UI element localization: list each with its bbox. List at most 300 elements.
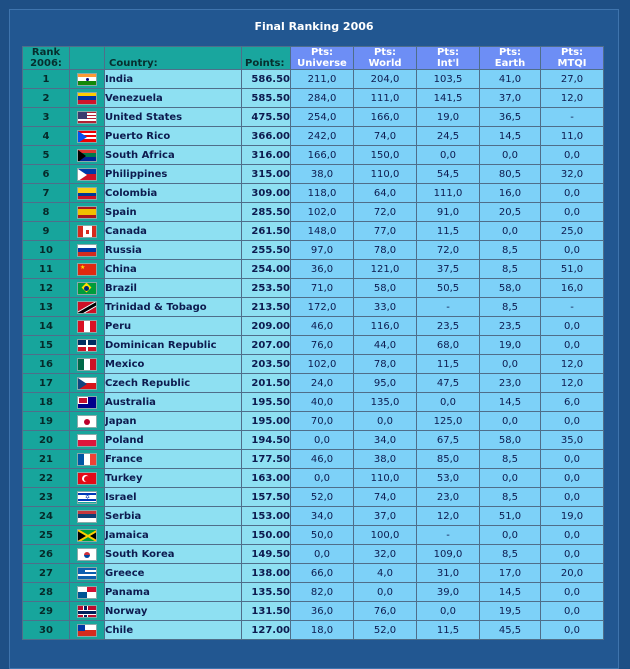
flag-cell <box>70 488 105 507</box>
pts-mtqi-cell: 0,0 <box>541 469 604 488</box>
table-row <box>23 526 604 545</box>
rank-cell: 17 <box>23 374 70 393</box>
table-row <box>23 488 604 507</box>
table-row <box>23 393 604 412</box>
pts-earth-cell: 0,0 <box>480 526 541 545</box>
pts-universe-cell: 38,0 <box>291 165 354 184</box>
turkey-flag-icon <box>77 472 97 485</box>
country-cell: Czech Republic <box>105 374 242 393</box>
points-cell: 475.50 <box>242 108 291 127</box>
pts-earth-cell: 0,0 <box>480 355 541 374</box>
rank-cell: 3 <box>23 108 70 127</box>
rank-cell: 27 <box>23 564 70 583</box>
points-cell: 309.00 <box>242 184 291 203</box>
pts-universe-cell: 0,0 <box>291 431 354 450</box>
points-cell: 315.00 <box>242 165 291 184</box>
pts-universe-cell: 18,0 <box>291 621 354 640</box>
rank-cell: 18 <box>23 393 70 412</box>
panama-flag-icon <box>77 586 97 599</box>
rank-cell: 7 <box>23 184 70 203</box>
points-cell: 255.50 <box>242 241 291 260</box>
pts-earth-cell: 14,5 <box>480 393 541 412</box>
pts-earth-cell: 51,0 <box>480 507 541 526</box>
points-cell: 207.00 <box>242 336 291 355</box>
venezuela-flag-icon <box>77 92 97 105</box>
pts-mtqi-cell: 0,0 <box>541 583 604 602</box>
header-country: Country: <box>105 47 242 70</box>
pts-world-cell: 111,0 <box>354 89 417 108</box>
pts-earth-cell: 8,5 <box>480 450 541 469</box>
points-cell: 201.50 <box>242 374 291 393</box>
pts-intl-cell: 24,5 <box>417 127 480 146</box>
rank-cell: 29 <box>23 602 70 621</box>
pts-intl-cell: 109,0 <box>417 545 480 564</box>
serbia-flag-icon <box>77 510 97 523</box>
pts-intl-cell: 85,0 <box>417 450 480 469</box>
flag-cell <box>70 241 105 260</box>
points-cell: 253.50 <box>242 279 291 298</box>
pts-mtqi-cell: 0,0 <box>541 488 604 507</box>
rank-cell: 11 <box>23 260 70 279</box>
pts-world-cell: 110,0 <box>354 469 417 488</box>
header-pts-world: Pts: World <box>354 47 417 70</box>
rank-cell: 8 <box>23 203 70 222</box>
country-cell: Norway <box>105 602 242 621</box>
table-row <box>23 89 604 108</box>
table-row <box>23 412 604 431</box>
pts-world-cell: 78,0 <box>354 241 417 260</box>
pts-intl-cell: 91,0 <box>417 203 480 222</box>
pts-intl-cell: 12,0 <box>417 507 480 526</box>
czech-flag-icon <box>77 377 97 390</box>
points-cell: 127.00 <box>242 621 291 640</box>
pts-earth-cell: 14,5 <box>480 583 541 602</box>
points-cell: 203.50 <box>242 355 291 374</box>
country-cell: Trinidad & Tobago <box>105 298 242 317</box>
rank-cell: 15 <box>23 336 70 355</box>
points-cell: 586.50 <box>242 70 291 89</box>
points-cell: 261.50 <box>242 222 291 241</box>
pts-earth-cell: 0,0 <box>480 146 541 165</box>
pts-mtqi-cell: 12,0 <box>541 355 604 374</box>
pts-earth-cell: 17,0 <box>480 564 541 583</box>
flag-cell <box>70 108 105 127</box>
pts-world-cell: 204,0 <box>354 70 417 89</box>
country-cell: South Africa <box>105 146 242 165</box>
pts-intl-cell: 37,5 <box>417 260 480 279</box>
pts-intl-cell: 53,0 <box>417 469 480 488</box>
table-row <box>23 260 604 279</box>
country-cell: Peru <box>105 317 242 336</box>
flag-cell <box>70 355 105 374</box>
pts-earth-cell: 0,0 <box>480 469 541 488</box>
pts-universe-cell: 82,0 <box>291 583 354 602</box>
pts-universe-cell: 0,0 <box>291 469 354 488</box>
pts-intl-cell: 31,0 <box>417 564 480 583</box>
country-cell: China <box>105 260 242 279</box>
pts-universe-cell: 97,0 <box>291 241 354 260</box>
pts-universe-cell: 34,0 <box>291 507 354 526</box>
table-row <box>23 298 604 317</box>
pts-intl-cell: 47,5 <box>417 374 480 393</box>
pts-mtqi-cell: 16,0 <box>541 279 604 298</box>
australia-flag-icon <box>77 396 97 409</box>
pts-earth-cell: 8,5 <box>480 488 541 507</box>
pts-world-cell: 166,0 <box>354 108 417 127</box>
pts-mtqi-cell: 0,0 <box>541 412 604 431</box>
pts-mtqi-cell: 0,0 <box>541 526 604 545</box>
trinidad-flag-icon <box>77 301 97 314</box>
flag-cell <box>70 469 105 488</box>
israel-flag-icon: ✡ <box>77 491 97 504</box>
pts-mtqi-cell: 19,0 <box>541 507 604 526</box>
pts-earth-cell: 0,0 <box>480 222 541 241</box>
pts-intl-cell: 50,5 <box>417 279 480 298</box>
puerto-rico-flag-icon <box>77 130 97 143</box>
pts-universe-cell: 36,0 <box>291 602 354 621</box>
pts-mtqi-cell: 0,0 <box>541 184 604 203</box>
pts-mtqi-cell: 35,0 <box>541 431 604 450</box>
pts-world-cell: 38,0 <box>354 450 417 469</box>
table-row <box>23 583 604 602</box>
pts-universe-cell: 66,0 <box>291 564 354 583</box>
points-cell: 285.50 <box>242 203 291 222</box>
table-row <box>23 336 604 355</box>
header-rank: Rank 2006: <box>23 47 70 70</box>
pts-earth-cell: 23,0 <box>480 374 541 393</box>
header-pts-mtqi: Pts: MTQI <box>541 47 604 70</box>
pts-universe-cell: 172,0 <box>291 298 354 317</box>
pts-world-cell: 78,0 <box>354 355 417 374</box>
pts-mtqi-cell: 51,0 <box>541 260 604 279</box>
pts-intl-cell: 23,0 <box>417 488 480 507</box>
table-row <box>23 279 604 298</box>
pts-world-cell: 32,0 <box>354 545 417 564</box>
points-cell: 131.50 <box>242 602 291 621</box>
pts-universe-cell: 166,0 <box>291 146 354 165</box>
poland-flag-icon <box>77 434 97 447</box>
points-cell: 153.00 <box>242 507 291 526</box>
flag-cell <box>70 507 105 526</box>
pts-world-cell: 37,0 <box>354 507 417 526</box>
pts-world-cell: 72,0 <box>354 203 417 222</box>
points-cell: 254.00 <box>242 260 291 279</box>
pts-world-cell: 121,0 <box>354 260 417 279</box>
pts-mtqi-cell: 12,0 <box>541 89 604 108</box>
pts-earth-cell: 58,0 <box>480 279 541 298</box>
pts-earth-cell: 19,0 <box>480 336 541 355</box>
flag-cell <box>70 127 105 146</box>
pts-mtqi-cell: 0,0 <box>541 203 604 222</box>
pts-mtqi-cell: 0,0 <box>541 146 604 165</box>
rank-cell: 1 <box>23 70 70 89</box>
pts-world-cell: 150,0 <box>354 146 417 165</box>
flag-cell <box>70 621 105 640</box>
pts-universe-cell: 118,0 <box>291 184 354 203</box>
pts-mtqi-cell: 27,0 <box>541 70 604 89</box>
pts-universe-cell: 148,0 <box>291 222 354 241</box>
pts-mtqi-cell: 0,0 <box>541 602 604 621</box>
pts-intl-cell: - <box>417 526 480 545</box>
points-cell: 585.50 <box>242 89 291 108</box>
south-africa-flag-icon <box>77 149 97 162</box>
rank-cell: 2 <box>23 89 70 108</box>
country-cell: Chile <box>105 621 242 640</box>
rank-cell: 24 <box>23 507 70 526</box>
chile-flag-icon <box>77 624 97 637</box>
greece-flag-icon <box>77 567 97 580</box>
ranking-table <box>22 46 604 640</box>
table-row <box>23 70 604 89</box>
country-cell: United States <box>105 108 242 127</box>
rank-cell: 13 <box>23 298 70 317</box>
pts-earth-cell: 37,0 <box>480 89 541 108</box>
country-cell: Japan <box>105 412 242 431</box>
pts-world-cell: 76,0 <box>354 602 417 621</box>
flag-cell <box>70 564 105 583</box>
pts-mtqi-cell: 0,0 <box>541 621 604 640</box>
rank-cell: 21 <box>23 450 70 469</box>
pts-mtqi-cell: - <box>541 108 604 127</box>
flag-cell <box>70 336 105 355</box>
flag-cell <box>70 317 105 336</box>
philippines-flag-icon <box>77 168 97 181</box>
pts-universe-cell: 36,0 <box>291 260 354 279</box>
jamaica-flag-icon <box>77 529 97 542</box>
pts-intl-cell: - <box>417 298 480 317</box>
header-flag <box>70 47 105 70</box>
pts-intl-cell: 0,0 <box>417 393 480 412</box>
pts-intl-cell: 39,0 <box>417 583 480 602</box>
country-cell: Russia <box>105 241 242 260</box>
pts-intl-cell: 11,5 <box>417 222 480 241</box>
pts-mtqi-cell: 6,0 <box>541 393 604 412</box>
country-cell: Spain <box>105 203 242 222</box>
pts-intl-cell: 0,0 <box>417 602 480 621</box>
points-cell: 177.50 <box>242 450 291 469</box>
pts-mtqi-cell: 11,0 <box>541 127 604 146</box>
usa-flag-icon <box>77 111 97 124</box>
rank-cell: 22 <box>23 469 70 488</box>
country-cell: Australia <box>105 393 242 412</box>
dominican-flag-icon <box>77 339 97 352</box>
pts-world-cell: 4,0 <box>354 564 417 583</box>
pts-world-cell: 33,0 <box>354 298 417 317</box>
pts-world-cell: 58,0 <box>354 279 417 298</box>
points-cell: 195.50 <box>242 393 291 412</box>
country-cell: Dominican Republic <box>105 336 242 355</box>
country-cell: Puerto Rico <box>105 127 242 146</box>
rank-cell: 25 <box>23 526 70 545</box>
pts-mtqi-cell: 20,0 <box>541 564 604 583</box>
points-cell: 138.00 <box>242 564 291 583</box>
pts-earth-cell: 8,5 <box>480 545 541 564</box>
south-korea-flag-icon <box>77 548 97 561</box>
flag-cell <box>70 165 105 184</box>
table-row <box>23 146 604 165</box>
flag-cell <box>70 393 105 412</box>
ranking-panel <box>9 9 619 669</box>
pts-earth-cell: 20,5 <box>480 203 541 222</box>
rank-cell: 30 <box>23 621 70 640</box>
flag-cell <box>70 89 105 108</box>
mexico-flag-icon <box>77 358 97 371</box>
pts-intl-cell: 67,5 <box>417 431 480 450</box>
country-cell: Venezuela <box>105 89 242 108</box>
pts-world-cell: 44,0 <box>354 336 417 355</box>
pts-world-cell: 135,0 <box>354 393 417 412</box>
flag-cell <box>70 450 105 469</box>
flag-cell <box>70 298 105 317</box>
pts-intl-cell: 125,0 <box>417 412 480 431</box>
country-cell: Poland <box>105 431 242 450</box>
points-cell: 213.50 <box>242 298 291 317</box>
country-cell: Brazil <box>105 279 242 298</box>
pts-universe-cell: 52,0 <box>291 488 354 507</box>
pts-world-cell: 77,0 <box>354 222 417 241</box>
table-row <box>23 317 604 336</box>
flag-cell <box>70 545 105 564</box>
pts-universe-cell: 284,0 <box>291 89 354 108</box>
pts-mtqi-cell: 0,0 <box>541 317 604 336</box>
pts-intl-cell: 54,5 <box>417 165 480 184</box>
pts-world-cell: 34,0 <box>354 431 417 450</box>
table-row <box>23 602 604 621</box>
rank-cell: 14 <box>23 317 70 336</box>
country-cell: Jamaica <box>105 526 242 545</box>
pts-universe-cell: 0,0 <box>291 545 354 564</box>
table-row <box>23 241 604 260</box>
pts-world-cell: 100,0 <box>354 526 417 545</box>
pts-mtqi-cell: 0,0 <box>541 241 604 260</box>
pts-universe-cell: 242,0 <box>291 127 354 146</box>
points-cell: 194.50 <box>242 431 291 450</box>
rank-cell: 4 <box>23 127 70 146</box>
pts-universe-cell: 40,0 <box>291 393 354 412</box>
header-pts-universe: Pts: Universe <box>291 47 354 70</box>
table-header-row <box>23 47 604 70</box>
page-title: Final Ranking 2006 <box>254 20 374 33</box>
table-row <box>23 450 604 469</box>
pts-intl-cell: 23,5 <box>417 317 480 336</box>
table-row <box>23 545 604 564</box>
rank-cell: 12 <box>23 279 70 298</box>
pts-world-cell: 95,0 <box>354 374 417 393</box>
header-pts-intl: Pts: Int'l <box>417 47 480 70</box>
pts-mtqi-cell: 25,0 <box>541 222 604 241</box>
flag-cell <box>70 260 105 279</box>
table-row <box>23 564 604 583</box>
points-cell: 195.00 <box>242 412 291 431</box>
norway-flag-icon <box>77 605 97 618</box>
canada-flag-icon <box>77 225 97 238</box>
pts-earth-cell: 23,5 <box>480 317 541 336</box>
flag-cell <box>70 602 105 621</box>
country-cell: Mexico <box>105 355 242 374</box>
japan-flag-icon <box>77 415 97 428</box>
pts-universe-cell: 70,0 <box>291 412 354 431</box>
pts-world-cell: 0,0 <box>354 412 417 431</box>
india-flag-icon <box>77 73 97 86</box>
pts-earth-cell: 45,5 <box>480 621 541 640</box>
flag-cell <box>70 431 105 450</box>
table-row <box>23 203 604 222</box>
pts-universe-cell: 46,0 <box>291 450 354 469</box>
pts-earth-cell: 80,5 <box>480 165 541 184</box>
country-cell: Greece <box>105 564 242 583</box>
pts-universe-cell: 211,0 <box>291 70 354 89</box>
table-row <box>23 431 604 450</box>
points-cell: 149.50 <box>242 545 291 564</box>
pts-earth-cell: 0,0 <box>480 412 541 431</box>
pts-earth-cell: 8,5 <box>480 260 541 279</box>
points-cell: 150.00 <box>242 526 291 545</box>
table-row <box>23 374 604 393</box>
points-cell: 157.50 <box>242 488 291 507</box>
rank-cell: 19 <box>23 412 70 431</box>
spain-flag-icon <box>77 206 97 219</box>
flag-cell <box>70 412 105 431</box>
pts-intl-cell: 19,0 <box>417 108 480 127</box>
flag-cell <box>70 526 105 545</box>
pts-intl-cell: 11,5 <box>417 621 480 640</box>
table-row <box>23 507 604 526</box>
brazil-flag-icon <box>77 282 97 295</box>
points-cell: 209.00 <box>242 317 291 336</box>
pts-mtqi-cell: 0,0 <box>541 450 604 469</box>
country-cell: Serbia <box>105 507 242 526</box>
pts-universe-cell: 102,0 <box>291 203 354 222</box>
pts-mtqi-cell: 0,0 <box>541 545 604 564</box>
table-row <box>23 621 604 640</box>
pts-earth-cell: 19,5 <box>480 602 541 621</box>
country-cell: Philippines <box>105 165 242 184</box>
china-flag-icon: ★ <box>77 263 97 276</box>
pts-intl-cell: 68,0 <box>417 336 480 355</box>
flag-cell <box>70 203 105 222</box>
points-cell: 316.00 <box>242 146 291 165</box>
table-row <box>23 355 604 374</box>
table-row <box>23 184 604 203</box>
pts-intl-cell: 11,5 <box>417 355 480 374</box>
pts-world-cell: 110,0 <box>354 165 417 184</box>
country-cell: Colombia <box>105 184 242 203</box>
pts-world-cell: 74,0 <box>354 127 417 146</box>
pts-universe-cell: 24,0 <box>291 374 354 393</box>
points-cell: 135.50 <box>242 583 291 602</box>
flag-cell <box>70 184 105 203</box>
france-flag-icon <box>77 453 97 466</box>
country-cell: Israel <box>105 488 242 507</box>
rank-cell: 20 <box>23 431 70 450</box>
pts-universe-cell: 50,0 <box>291 526 354 545</box>
flag-cell <box>70 374 105 393</box>
rank-cell: 28 <box>23 583 70 602</box>
pts-world-cell: 52,0 <box>354 621 417 640</box>
country-cell: Panama <box>105 583 242 602</box>
pts-mtqi-cell: 12,0 <box>541 374 604 393</box>
pts-earth-cell: 41,0 <box>480 70 541 89</box>
table-row <box>23 469 604 488</box>
points-cell: 366.00 <box>242 127 291 146</box>
pts-world-cell: 0,0 <box>354 583 417 602</box>
pts-earth-cell: 8,5 <box>480 298 541 317</box>
pts-intl-cell: 141,5 <box>417 89 480 108</box>
pts-intl-cell: 72,0 <box>417 241 480 260</box>
pts-earth-cell: 14,5 <box>480 127 541 146</box>
russia-flag-icon <box>77 244 97 257</box>
country-cell: Canada <box>105 222 242 241</box>
